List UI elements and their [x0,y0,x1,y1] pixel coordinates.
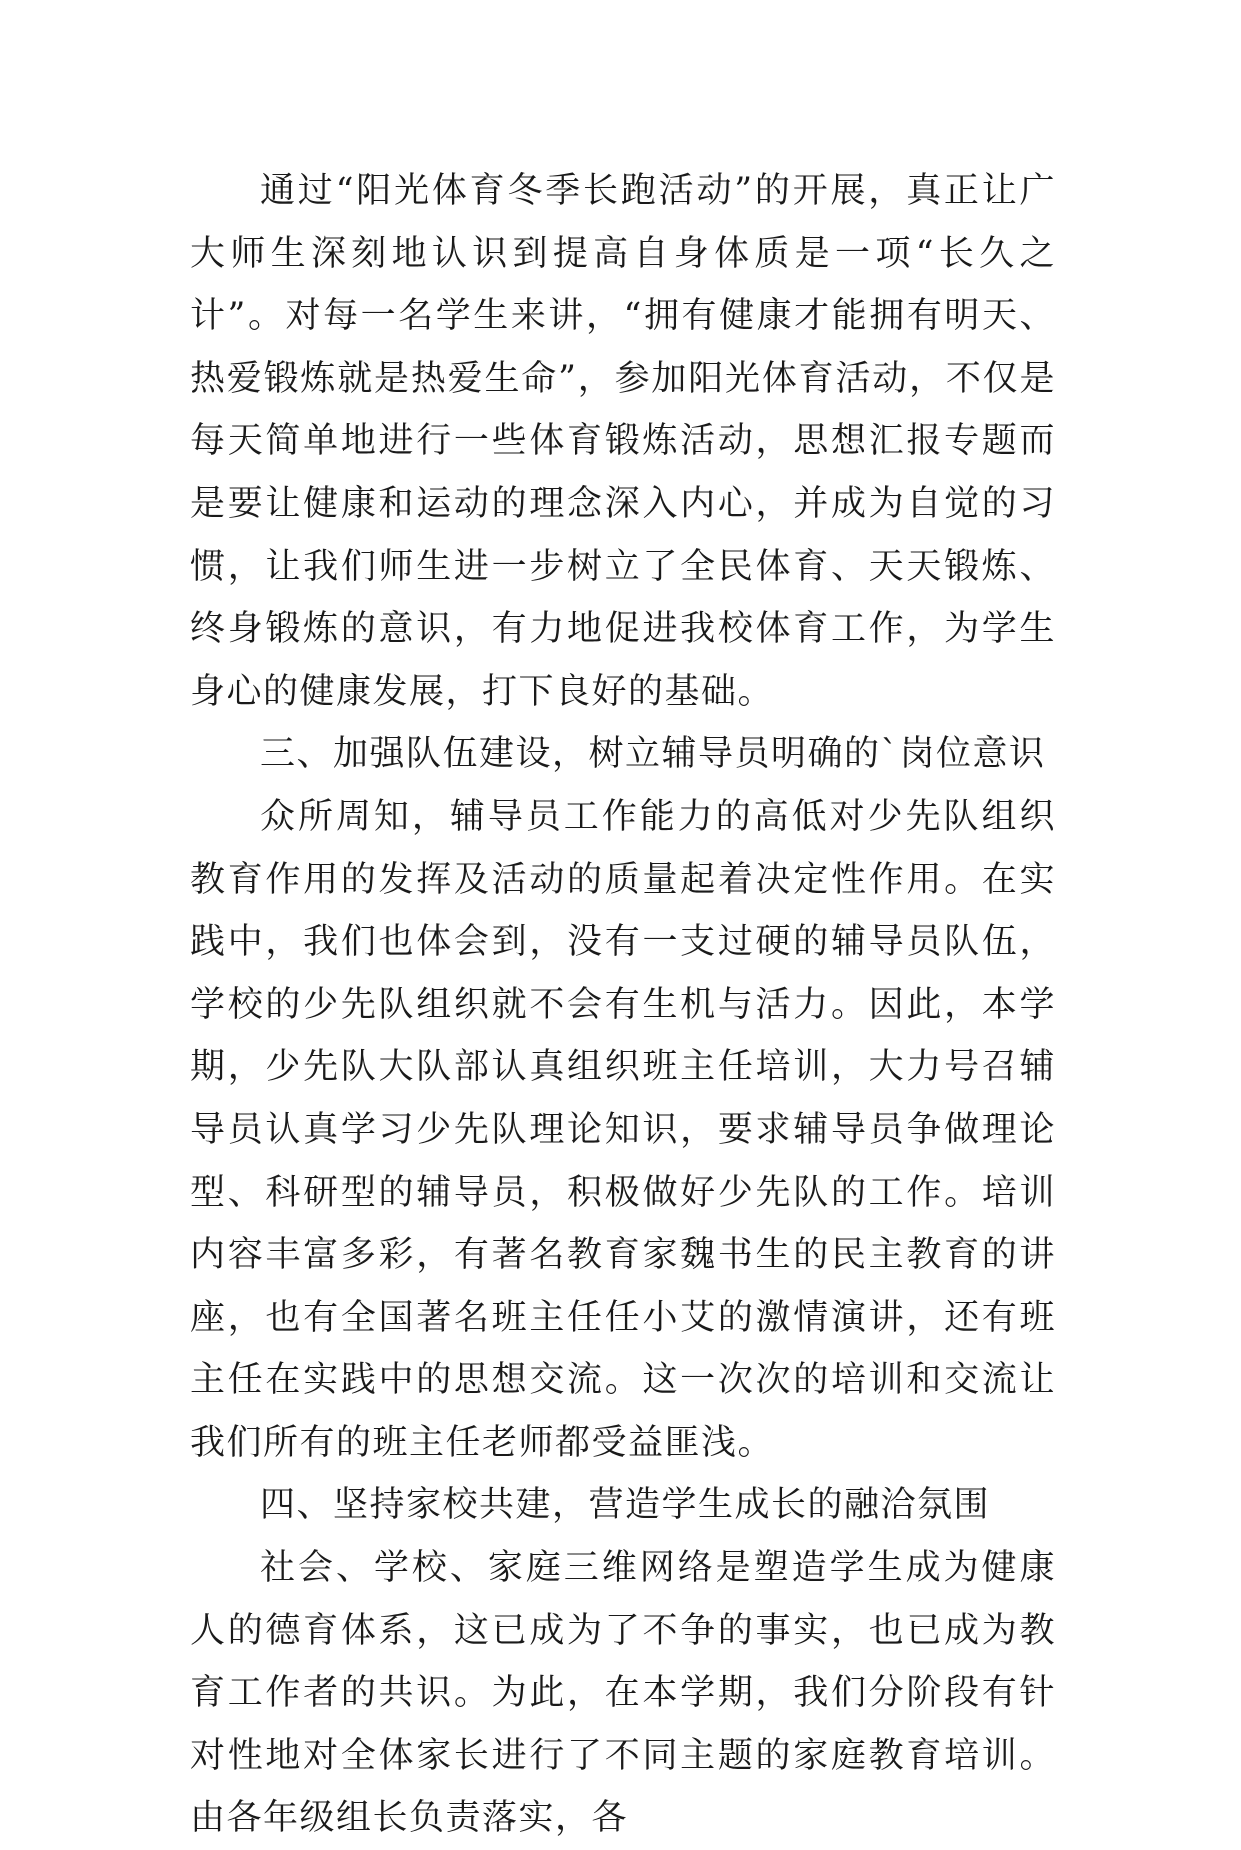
paragraph-counselor-training: 众所周知，辅导员工作能力的高低对少先队组织教育作用的发挥及活动的质量起着决定性作用。在实践中，我们也体会到，没有一支过硬的辅导员队伍，学校的少先队组织就不会有生机与活力。因此，本学期，少先队大队部认真组织班主任培训，大力号召辅导员认真学习少先队理论知识，要求辅导员争做理论型、科研型的辅导员，积极做好少先队的工作。培训内容丰富多彩，有著名教育家魏书生的民主教育的讲座，也有全国著名班主任任小艾的激情演讲，还有班主任在实践中的思想交流。这一次次的培训和交流让我们所有的班主任老师都受益匪浅。 [190,796,1056,1463]
paragraph-sunshine-sports: 通过“阳光体育冬季长跑活动”的开展，真正让广大师生深刻地认识到提高自身体质是一项“长久之计”。对每一名学生来讲，“拥有健康才能拥有明天、热爱锻炼就是热爱生命”，参加阳光体育活动，不仅是每天简单地进行一些体育锻炼活动，思想汇报专题而是要让健康和运动的理念深入内心，并成为自觉的习惯，让我们师生进一步树立了全民体育、天天锻炼、终身锻炼的意识，有力地促进我校体育工作，为学生身心的健康发展，打下良好的基础。 [190,171,1056,712]
section-heading-home-school: 四、坚持家校共建，营造学生成长的融洽氛围 [260,1485,991,1526]
paragraph-family-education: 社会、学校、家庭三维网络是塑造学生成为健康人的德育体系，这已成为了不争的事实，也已成为教育工作者的共识。为此，在本学期，我们分阶段有针对性地对全体家长进行了不同主题的家庭教育培训。由各年级组长负责落实，各 [190,1548,1056,1839]
document-body [190,160,1056,1850]
section-heading-team-building: 三、加强队伍建设，树立辅导员明确的`岗位意识 [260,734,1046,775]
